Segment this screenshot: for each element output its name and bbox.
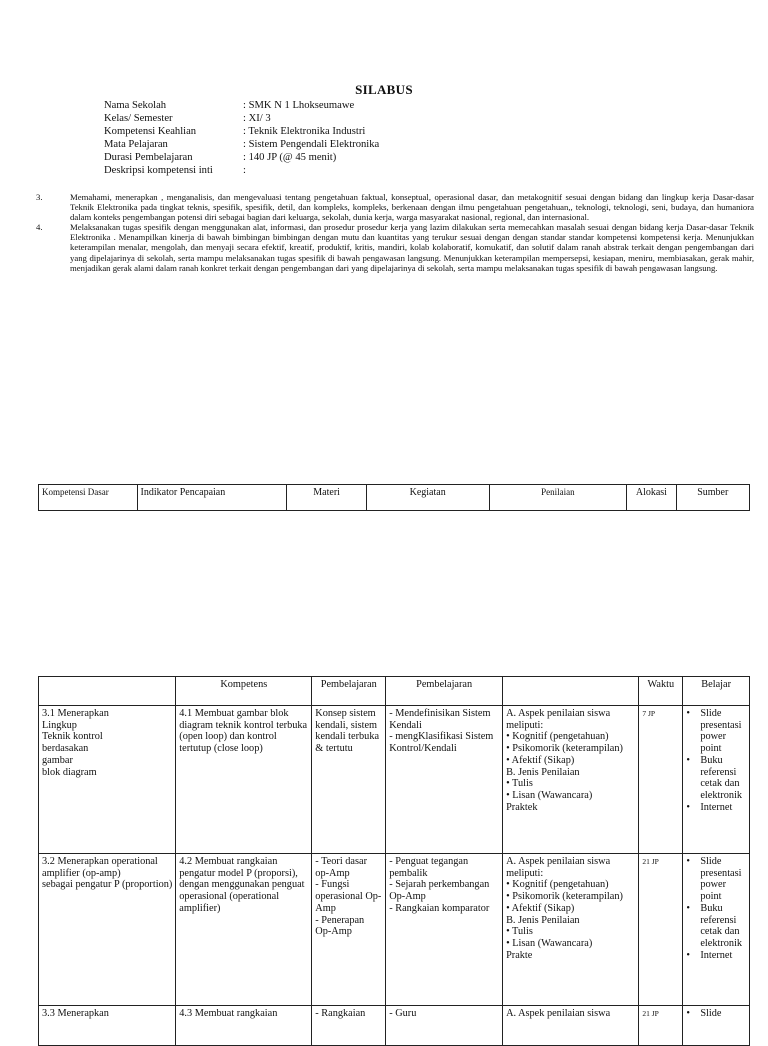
time-cell: 21 JP [639,854,683,1006]
assessment-item: • Lisan (Wawancara) [506,937,593,949]
assessment-item: • Afektif (Sikap) [506,754,575,766]
assessment-cell [503,854,639,1006]
assessment-item: • Kognitif (pengetahuan) [506,879,609,891]
table-header-row [39,485,750,511]
info-row [104,99,379,112]
assessment-item: • Afektif (Sikap) [506,902,575,914]
competency-text: Melaksanakan tugas spesifik dengan menggunakan alat, informasi, dan prosedur prosedur kerja yang lazim dilakukan serta memecahkan masalah sesuai dengan bidang kerja Dasar-dasar Teknik Elektronika . Menampilkan kinerja di bawah bimbingan bimbingan dengan mutu dan kuantitas yang terukur sesuai dengan dengan standar standar kompetensi kompetensi kerja. Menunjukkan keterampilan menalar, mengolah, dan menyaji secara efektif, kreatif, produktif, kritis, mandiri, kolab kolaboratif, komukatif, dan solutif dalam ranah abstrak terkait dengan pengembangan dari yang dipelajarinya di sekolah, serta mampu melaksanakan tugas spesifik di bawah pengawasan langsung. Menunjukkan keterampilan mempersepsi, kesiapan, meniru, membiasakan, gerak mahir, menjadikan gerak alami dalam ranah konkret terkait dengan pengembangan dari yang dipelajarinya di sekolah, serta mampu melaksanakan tugas spesifik di bawah pengawasan langsung. [70,222,754,273]
source-cell [683,854,750,1006]
header-cell: Penilaian [489,485,627,511]
source-item: • Slide presentasi power point [700,708,746,755]
header-cell: Kompetens [176,677,312,706]
info-row [104,138,379,151]
kd-cell: 3.3 Menerapkan [39,1006,176,1046]
school-info [104,99,379,178]
info-label: Mata Pelajaran [104,139,168,151]
assessment-item: • Psikomorik (keterampilan) [506,891,623,903]
assessment-type: B. Jenis Penilaian [506,766,580,778]
info-value: : Sistem Pengendali Elektronika [243,139,380,151]
material-cell: Konsep sistem kendali, sistem kendali terbuka & tertutu [312,706,386,854]
indicator-cell: 4.1 Membuat gambar blok diagram teknik kontrol terbuka (open loop) dan kontrol tertutup (close loop) [176,706,312,854]
info-value: : Teknik Elektronika Industri [243,126,366,138]
competency-item [36,192,754,222]
assessment-item: • Tulis [506,778,533,790]
header-cell: Belajar [683,677,750,706]
indicator-cell: 4.2 Membuat rangkaian pengatur model P (proporsi), dengan menggunakan penguat operasional (operational amplifier) [176,854,312,1006]
source-cell [683,706,750,854]
assessment-aspect: A. Aspek penilaian siswa [506,1008,611,1019]
table-header-row [39,677,750,706]
kd-cell: 3.1 Menerapkan Lingkup Teknik kontrol berdasakan gambar blok diagram [39,706,176,854]
header-cell: Pembelajaran [386,677,503,706]
source-item: • Slide [700,1008,746,1020]
header-cell: Alokasi [627,485,676,511]
info-value: : SMK N 1 Lhokseumawe [243,100,355,111]
time-cell: 7 JP [639,706,683,854]
info-row [104,112,379,125]
syllabus-main-table [38,676,750,1046]
time-cell: 21 JP [639,1006,683,1046]
header-cell: Waktu [639,677,683,706]
info-row [104,164,379,177]
competency-number: 3. [36,192,43,202]
activity-cell: - Mendefinisikan Sistem Kendali - mengKlasifikasi Sistem Kontrol/Kendali [386,706,503,854]
info-label: Nama Sekolah [104,100,167,111]
assessment-cell [503,706,639,854]
page-title: SILABUS [355,82,413,97]
header-cell: Materi [287,485,366,511]
info-row [104,151,379,164]
info-value: : 140 JP (@ 45 menit) [243,152,337,164]
assessment-item: • Kognitif (pengetahuan) [506,731,609,743]
header-cell: Sumber [676,485,749,511]
assessment-item: Praktek [506,801,538,813]
material-cell: - Teori dasar op-Amp - Fungsi operasional Op-Amp - Penerapan Op-Amp [312,854,386,1006]
header-cell: Indikator Pencapaian [137,485,287,511]
source-item: • Buku referensi cetak dan elektronik [700,755,746,802]
assessment-cell [503,1006,639,1046]
core-competencies [36,192,754,273]
assessment-item: • Psikomorik (keterampilan) [506,743,623,755]
info-label: Kelas/ Semester [104,113,173,125]
assessment-type: B. Jenis Penilaian [506,914,580,926]
info-value: : XI/ 3 [243,113,271,125]
header-cell [503,677,639,706]
assessment-aspect: A. Aspek penilaian siswa meliputi: [506,856,611,879]
info-label: Kompetensi Keahlian [104,126,197,138]
indicator-cell: 4.3 Membuat rangkaian [176,1006,312,1046]
header-cell: Kegiatan [366,485,489,511]
assessment-item: • Lisan (Wawancara) [506,789,593,801]
competency-item [36,222,754,272]
assessment-item: Prakte [506,949,533,961]
info-label: Durasi Pembelajaran [104,152,193,164]
activity-cell: - Guru [386,1006,503,1046]
table-row [39,706,750,854]
info-row [104,125,379,138]
table-row [39,1006,750,1046]
source-item: • Buku referensi cetak dan elektronik [700,903,746,950]
material-cell: - Rangkaian [312,1006,386,1046]
assessment-item: • Tulis [506,926,533,938]
competency-text: Memahami, menerapkan , menganalisis, dan mengevaluasi tentang pengetahuan faktual, konseptual, operasional dasar, dan metakognitif sesuai dengan bidang dan lingkup kerja Dasar-dasar Teknik Elektronika pada tingkat teknis, spesifik, spesifik, detil, dan kompleks, kompleks, berkenaan dengan ilmu pengetahuan pengetahuan,, teknologi, teknologi, seni, budaya, dan humaniora dalam konteks pengembangan potensi diri sebagai bagian dari keluarga, sekolah, dunia kerja, warga masyarakat nasional, regional, dan internasional. [70,192,754,223]
source-cell [683,1006,750,1046]
table-row [39,854,750,1006]
assessment-aspect: A. Aspek penilaian siswa meliputi: [506,708,611,731]
header-cell: Pembelajaran [312,677,386,706]
activity-cell: - Penguat tegangan pembalik - Sejarah perkembangan Op-Amp - Rangkaian komparator [386,854,503,1006]
source-item: • Slide presentasi power point [700,856,746,903]
info-value: : [243,165,246,177]
source-item: • Internet [700,802,746,814]
info-label: Deskripsi kompetensi inti [104,165,213,177]
header-cell [39,677,176,706]
syllabus-header-table [38,484,750,511]
header-cell: Kompetensi Dasar [39,485,138,511]
source-item: • Internet [700,950,746,962]
competency-number: 4. [36,222,43,233]
kd-cell: 3.2 Menerapkan operational amplifier (op-amp) sebagai pengatur P (proportion) [39,854,176,1006]
